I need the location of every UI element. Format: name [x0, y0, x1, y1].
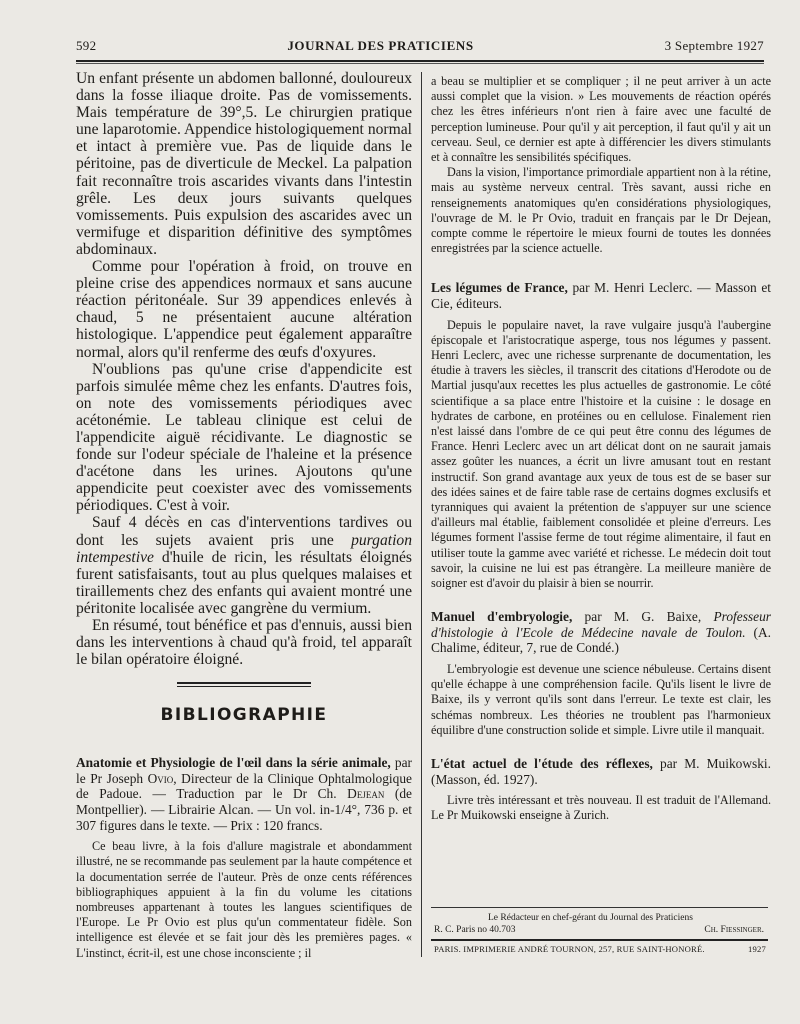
paragraph: Un enfant présente un abdomen ballonné, douloureux dans la fosse iliaque droite. Pas de vomissements. Mais température de 39°,5. Le chirurgien pratique une laparotomie. Appendice histologiquement normal et intact à première vue. Pas de liquide dans le péritoine, pas de diverticule de Meckel. La palpation fait reconnaître trois ascarides vivants dans l'intestin grêle. Les deux jours suivants quelques vomissements. Puis expulsion des ascarides avec un vermifuge et disparition définitive des symptômes abdominaux.: [76, 70, 412, 258]
italic-run: Professeur d'histologie à l'Ecole de Médecine navale de Toulon.: [431, 609, 771, 640]
column-divider: [421, 72, 422, 957]
book-title: Manuel d'embryologie,: [431, 609, 573, 625]
book-title: Anatomie et Physiologie de l'œil dans la série animale,: [76, 755, 391, 771]
page-number: 592: [76, 38, 97, 53]
journal-title: JOURNAL DES PRATICIENS: [287, 38, 474, 53]
text-run: par le Pr Joseph: [76, 755, 412, 786]
paragraph: En résumé, tout bénéfice et pas d'ennuis, aussi bien dans les interventions à chaud qu'à froid, tel apparaît le bilan opératoire éloigné.: [76, 617, 412, 669]
italic-run: purgation intempestive: [76, 531, 412, 566]
review-paragraph: Dans la vision, l'importance primordiale appartient non à la rétine, mais au système nerveux central. Très savant, aussi riche en renseignements anatomiques qu'en considérations physiologiques, l'ouvrage de M. le Pr Ovio, traduit en français par le Dr Dejean, compte comme le répertoire le mieux fourni de toutes les données enregistrées par la science actuelle.: [431, 165, 771, 256]
review-paragraph: Livre très intéressant et très nouveau. Il est traduit de l'Allemand. Le Pr Muikowski enseigne à Zurich.: [431, 793, 771, 823]
author-name: Ovio: [147, 770, 174, 786]
bibliography-heading-block: [76, 682, 412, 725]
text-run: Sauf 4 décès en cas d'interventions tardives ou dont les sujets avaient pris une: [76, 514, 412, 549]
header-rule-thin: [76, 63, 764, 64]
registry-number: R. C. Paris no 40.703: [434, 925, 516, 935]
text-run: par M. G. Baixe,: [572, 609, 714, 625]
section-double-rule: [177, 682, 311, 687]
translator-name: Dejean: [347, 786, 385, 802]
text-run: , Directeur de la Clinique Ophtalmologique de Padoue. — Traduction par le Dr Ch.: [76, 770, 412, 802]
paragraph: N'oublions pas qu'une crise d'appendicite est parfois simulée même chez les enfants. D'autres fois, on note des vomissements périodiques avec acétonémie. Le tableau clinique est celui de l'appendicite aiguë récidivante. Le diagnostic se fonde sur l'odeur spéciale de l'haleine et la présence d'acétone dans les urines. Ajoutons qu'une appendicite peut coexister avec des vomissements périodiques. C'est à voir.: [76, 360, 412, 515]
section-title: BIBLIOGRAPHIE: [160, 705, 328, 726]
editor-line: Le Rédacteur en chef-gérant du Journal des Praticiens: [488, 913, 693, 923]
imprint-row: [434, 925, 764, 935]
print-year: 1927: [748, 944, 766, 954]
printer-row: [434, 944, 766, 954]
book-title: Les légumes de France,: [431, 280, 568, 296]
right-column: [431, 74, 771, 824]
header-rule: [76, 60, 764, 62]
review-paragraph: Depuis le populaire navet, la rave vulgaire jusqu'à l'aubergine épiscopale et l'aristocratique asperge, tous nos légumes y passent. Henri Leclerc, avec une richesse surprenante de documentation, les étudie à travers les siècles, il transcrit des citations d'Herodote ou de Martial jusqu'aux recettes les plus actuelles de gastronomie. Le côté scientifique a sa place entre l'histoire et la cuisine : le dosage en hydrates de carbone, en protéines ou en cellulose. Finalement rien n'est laissé dans l'ombre de ce qui peut être connu des légumes de France. Henri Leclerc avec un art délicat dont on ne saurait jamais assez goûter les nuances, a écrit un livre amusant tout en restant instructif. Son grand avantage aux yeux de tous est de se baser sur des idées saines et de faire table rase de certains dogmes exclusifs et tyranniques qui avaient la prétention de s'appuyer sur une science d'ailleurs mal établie, faiblement consolidée et pleine d'erreurs. Les légumes forment l'assise ferme de tout régime alimentaire, il faut en utiliser toute la gamme avec variété et richesse. Le médecin doit tout savoir, la cuisine ne lui est pas étrangère. La meilleure manière de soigner est d'avoir du plaisir à bien se nourrir.: [431, 317, 771, 591]
left-column: [76, 70, 412, 961]
bibliography-entry-heading: [76, 755, 412, 833]
footer-rule-thick: [431, 939, 768, 941]
printer-line: PARIS. IMPRIMERIE ANDRÉ TOURNON, 257, RUE SAINT-HONORÉ.: [434, 944, 705, 954]
review-paragraph: Ce beau livre, à la fois d'allure magistrale et abondamment illustré, ne se recommande pas seulement par la haute compétence et la documentation serrée de l'auteur. Près de onze cents références bibliographiques appuient à la fin du volume les citations nombreuses appartenant à toutes les langues scientifiques de l'Europe. Le Pr Ovio est plus qu'un commentateur fidèle. Son intelligence est élevée et se fait jour dès les premières pages. « L'instinct, écrit-il, est une chose inconsciente ; il: [76, 839, 412, 960]
book-title: L'état actuel de l'étude des réflexes,: [431, 756, 653, 772]
bibliography-entry-heading: [431, 280, 771, 311]
bibliography-entry-heading: [431, 609, 771, 656]
running-header: [76, 38, 764, 58]
text-run: par M. Henri Leclerc. — Masson et Cie, éditeurs.: [431, 280, 771, 312]
editor-name: Ch. Fiessinger.: [704, 925, 764, 935]
bibliography-entry-heading: [431, 756, 771, 787]
text-run: (A. Chalime, éditeur, 7, rue de Condé.): [431, 624, 771, 656]
review-paragraph: a beau se multiplier et se compliquer ; il ne peut arriver à un acte aussi complet que la vision. » Les mouvements de réaction opérés chez les êtres inférieurs n'ont rien à faire avec une faculté de perception lumineuse. Pour qu'il y ait perception, il faut qu'il y ait un cerveau. Seul, ce dernier est apte à différencier les divers stimulants et à connaître les sensibilités spécifiques.: [431, 74, 771, 165]
issue-date: 3 Septembre 1927: [664, 38, 764, 53]
paragraph: Comme pour l'opération à froid, on trouve en pleine crise des appendices normaux et sans aucune réaction péritonéale. Sur 39 appendices enlevés à chaud, 5 ne présentaient aucune altération histologique. L'appendice peut également apparaître normal, alors qu'il renferme des œufs d'oxyures.: [76, 258, 412, 361]
text-run: (de Montpellier). — Librairie Alcan. — Un vol. in-1/4°, 736 p. et 307 figures dans le texte. — Prix : 120 francs.: [76, 786, 412, 833]
review-paragraph: L'embryologie est devenue une science nébuleuse. Certains disent qu'elle échappe à une compréhension facile. Qu'ils lisent le livre de Baixe, ils y verront qu'ils sont dans l'erreur. Le texte est clair, les schémas nombreux. Les théories ne troublent pas l'harmonieux équilibre d'une construction solide et simple. Livre utile il manquait.: [431, 662, 771, 737]
paragraph: [76, 514, 412, 617]
footer-rule: [431, 907, 768, 908]
text-run: d'huile de ricin, les résultats éloignés furent satisfaisants, tout au plus quelques malaises et tiraillements chez des enfants qui avaient montré une péritonite localisée avec gangrène du vermium.: [76, 548, 412, 617]
text-run: par M. Muikowski. (Masson, éd. 1927).: [431, 756, 771, 787]
